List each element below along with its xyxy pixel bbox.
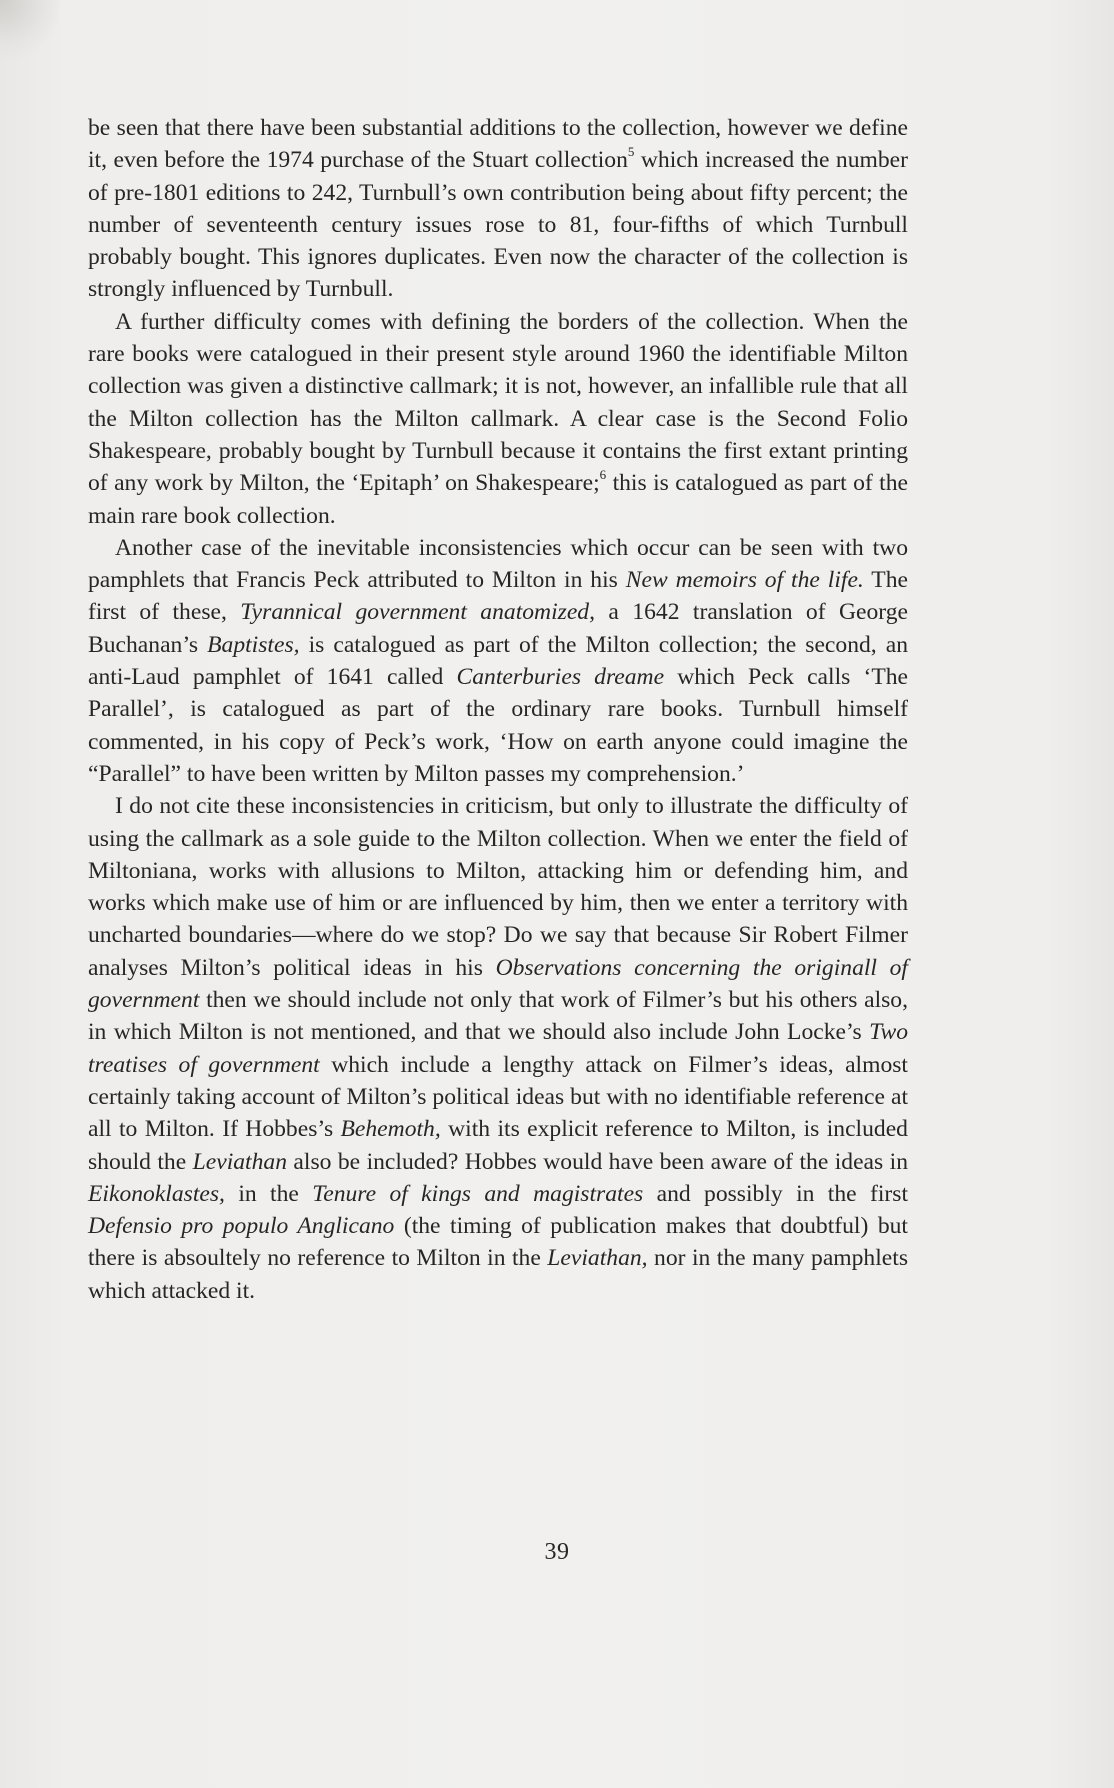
italic-title: Baptistes,: [207, 631, 300, 658]
italic-title: Tyrannical government anatomized,: [240, 599, 595, 626]
italic-title: Behemoth,: [340, 1116, 441, 1143]
text-run: which Peck calls ‘The Parallel’, is catalogued as part of the ordinary rare books. Turnbull himself commented, in his copy of Peck’s work, ‘How on earth anyone could imagine the “Parallel” to have been written by Milton passes my comprehension.’: [88, 664, 909, 787]
text-run: then we should include not only that work of Filmer’s but his others also, in which Milton is not mentioned, and that we should also include John Locke’s: [88, 987, 908, 1046]
page-number: 39: [544, 1539, 570, 1565]
text-run: in the: [224, 1180, 313, 1207]
text-run: a 1642 translation of George Buchanan’s: [88, 599, 909, 658]
text-run: The first of these,: [88, 567, 908, 626]
italic-title: Canterburies dreame: [456, 664, 665, 691]
footnote-marker: 6: [599, 467, 607, 483]
italic-title: Leviathan: [192, 1148, 287, 1175]
text-run: nor in the many pamphlets which attacked it.: [88, 1245, 908, 1304]
text-run: is catalogued as part of the Milton collection; the second, an anti-Laud pamphlet of 1641 called: [88, 631, 908, 691]
paragraph-1: [88, 112, 908, 306]
text-run: this is catalogued as part of the main rare book collection.: [88, 470, 908, 529]
italic-title: Eikonoklastes,: [88, 1180, 225, 1207]
italic-title: Two treatises of government: [88, 1019, 908, 1078]
text-run: (the timing of publication makes that doubtful) but there is absoultely no reference to Milton in the: [88, 1213, 908, 1272]
text-run: and possibly in the first: [643, 1180, 908, 1207]
italic-title: New memoirs of the life.: [625, 567, 864, 594]
italic-title: Tenure of kings and magistrates: [312, 1180, 644, 1207]
text-run: which include a lengthy attack on Filmer’s ideas, almost certainly taking account of Milton’s political ideas but with no identifiable reference at all to Milton. If Hobbes’s: [88, 1051, 908, 1143]
text-run: which increased the number of pre-1801 editions to 242, Turnbull’s own contribution being about fifty percent; the number of seventeenth century issues rose to 81, four-fifths of which Turnbull probably bought. This ignores duplicates. Even now the character of the collection is strongly influenced by Turnbull.: [88, 147, 908, 303]
text-run: be seen that there have been substantial additions to the collection, however we define it, even before the 1974 purchase of the Stuart collection: [88, 115, 908, 174]
italic-title: Defensio pro populo Anglicano: [88, 1213, 395, 1240]
italic-title: Leviathan,: [547, 1245, 648, 1272]
paragraph-3: [88, 532, 908, 790]
italic-title: Observations concerning the originall of government: [88, 954, 908, 1014]
page-corner-shadow: [0, 0, 60, 60]
text-run: A further difficulty comes with defining the borders of the collection. When the rare books were catalogued in their present style around 1960 the identifiable Milton collection was given a distinctive callmark; it is not, however, an infallible rule that all the Milton collection has the Milton callmark. A clear case is the Second Folio Shakespeare, probably bought by Turnbull because it contains the first extant printing of any work by Milton, the ‘Epitaph’ on Shakespeare;: [88, 308, 908, 497]
footnote-marker: 5: [627, 144, 635, 160]
text-run: also be included? Hobbes would have been aware of the ideas in: [287, 1148, 908, 1175]
body-text: [88, 112, 908, 1307]
paragraph-2: [88, 306, 908, 532]
paragraph-4: [88, 790, 908, 1307]
text-run: Another case of the inevitable inconsistencies which occur can be seen with two pamphlets that Francis Peck attributed to Milton in his: [88, 534, 908, 594]
text-run: I do not cite these inconsistencies in criticism, but only to illustrate the difficulty of using the callmark as a sole guide to the Milton collection. When we enter the field of Miltoniana, works with allusions to Milton, attacking him or defending him, and works which make use of him or are influenced by him, then we enter a territory with uncharted boundaries—where do we stop? Do we say that because Sir Robert Filmer analyses Milton’s political ideas in his: [88, 793, 908, 981]
text-run: with its explicit reference to Milton, is included should the: [88, 1116, 908, 1175]
